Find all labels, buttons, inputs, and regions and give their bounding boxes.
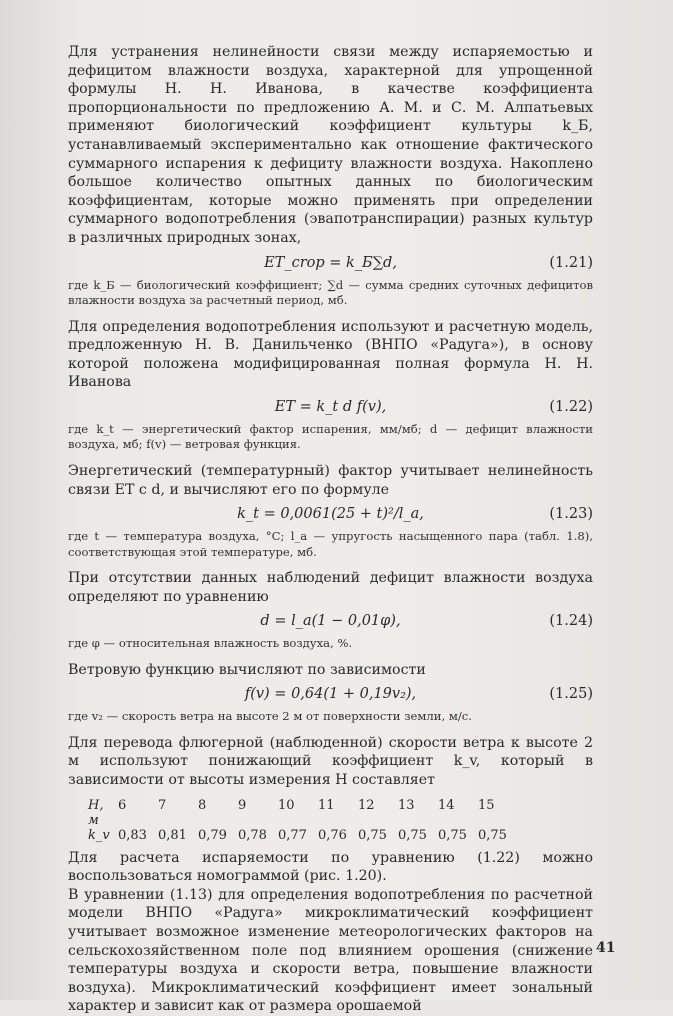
- formula-1-23: [68, 502, 593, 526]
- paragraph-calc-model: Для определения водопотребления используют и расчетную модель, предложенную Н. В. Данильченко (ВНПО «Радуга»), в основу которой положена модифицированная полная формула Н. Н. Иванова: [68, 318, 593, 391]
- page-number: 41: [596, 940, 616, 956]
- paragraph-humidity-deficit: При отсутствии данных наблюдений дефицит влажности воздуха определяют по уравнению: [68, 570, 593, 605]
- table-cell: 8: [198, 797, 207, 813]
- table-cell: 0,75: [398, 827, 427, 843]
- table-cell: 0,83: [118, 827, 147, 843]
- table-cell: 7: [158, 797, 167, 813]
- formula-1-21-expression: ET_crop = k_Б∑d,: [264, 254, 397, 271]
- table-cell: 0,79: [198, 827, 227, 843]
- formula-1-24-expression: d = l_a(1 − 0,01φ),: [260, 613, 401, 630]
- formula-1-23-number: (1.23): [549, 506, 593, 523]
- table-cell: 6: [118, 797, 127, 813]
- paragraph-microclimate: В уравнении (1.13) для определения водопотребления по расчетной модели ВНПО «Радуга» микроклиматический коэффициент учитывает возможное изменение метеорологических факторов на сельскохозяйственном поле под влиянием орошения (снижение температуры воздуха и скорости ветра, повышение влажности воздуха). Микроклиматический коэффициент имеет зональный характер и зависит как от размера орошаемой: [68, 886, 593, 1015]
- table-cell: 12: [358, 797, 375, 813]
- table-cell: 0,75: [438, 827, 467, 843]
- formula-1-21: [68, 251, 593, 275]
- formula-1-23-expression: k_t = 0,0061(25 + t)²/l_a,: [237, 506, 424, 523]
- note-1-22: где k_t — энергетический фактор испарения, мм/мб; d — дефицит влажности воздуха, мб; f(v) — ветровая функция.: [68, 421, 593, 452]
- formula-1-24-number: (1.24): [549, 613, 593, 630]
- table-cell: 11: [318, 797, 335, 813]
- formula-1-25: [68, 682, 593, 706]
- note-1-25: где v₂ — скорость ветра на высоте 2 м от поверхности земли, м/с.: [68, 709, 472, 724]
- formula-1-21-number: (1.21): [549, 254, 593, 271]
- formula-1-22-number: (1.22): [549, 398, 593, 415]
- table-cell: 10: [278, 797, 295, 813]
- formula-1-24: [68, 609, 593, 633]
- table-cell: 0,76: [318, 827, 347, 843]
- formula-1-25-number: (1.25): [549, 686, 593, 703]
- table-cell: 0,77: [278, 827, 307, 843]
- paragraph-energy-factor: Энергетический (температурный) фактор учитывает нелинейность связи ET с d, и вычисляют его по формуле: [68, 462, 593, 498]
- page-content: [68, 43, 593, 1016]
- table-cell: 0,75: [358, 827, 387, 843]
- table-label-coefficient: k_v: [88, 827, 110, 843]
- note-1-23: где t — температура воздуха, °C; l_a — упругость насыщенного пара (табл. 1.8), соответствующая этой температуре, мб.: [68, 529, 593, 559]
- paragraph-nomogram: Для расчета испаряемости по уравнению (1.22) можно воспользоваться номограммой (рис. 1.20).: [68, 849, 593, 885]
- table-row-heights: [88, 798, 593, 828]
- note-1-24: где φ — относительная влажность воздуха, %.: [68, 636, 353, 651]
- table-cell: 9: [238, 797, 247, 813]
- formula-1-22-expression: ET = k_t d f(v),: [274, 398, 387, 415]
- table-row-coefficients: [88, 828, 593, 843]
- table-cell: 13: [398, 797, 415, 813]
- table-cell: 15: [478, 797, 495, 813]
- paragraph-bio-coefficient: Для устранения нелинейности связи между испаряемостью и дефицитом влажности воздуха, характерной для упрощенной формулы Н. Н. Иванова, в качестве коэффициента пропорциональности по предложению А. М. и С. М. Алпатьевых применяют биологический коэффициент культуры k_Б, устанавливаемый экспериментально как отношение фактического суммарного испарения к дефициту влажности воздуха. Накоплено большое количество опытных данных по биологическим коэффициентам, которые можно применять при определении суммарного водопотребления (эвапотранспирации) разных культур в различных природных зонах,: [68, 44, 593, 246]
- table-cell: 14: [438, 797, 455, 813]
- paragraph-wind-function: Ветровую функцию вычисляют по зависимости: [68, 661, 426, 678]
- paragraph-wind-reduction: Для перевода флюгерной (наблюденной) скорости ветра к высоте 2 м используют понижающий коэффициент k_v, который в зависимости от высоты измерения H составляет: [68, 734, 593, 789]
- note-1-21: где k_Б — биологический коэффициент; ∑d — сумма средних суточных дефицитов влажности воздуха за расчетный период, мб.: [68, 277, 593, 308]
- table-cell: 0,78: [238, 827, 267, 843]
- formula-1-22: [68, 395, 593, 419]
- table-cell: 0,81: [158, 827, 187, 843]
- height-coefficient-table: [88, 798, 593, 843]
- table-label-height: H, м: [88, 797, 104, 828]
- table-cell: 0,75: [478, 827, 507, 843]
- formula-1-25-expression: f(v) = 0,64(1 + 0,19v₂),: [244, 686, 417, 703]
